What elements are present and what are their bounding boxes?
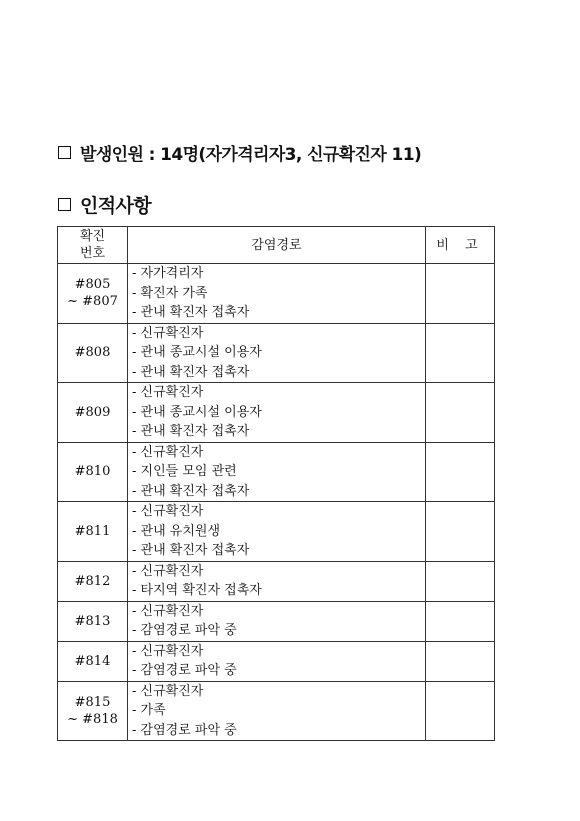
case-number-cell — [58, 264, 128, 324]
infection-route-item: - 자가격리자 — [132, 266, 204, 281]
infection-route-item: - 관내 확진자 접촉자 — [132, 305, 250, 320]
infection-route-item: - 관내 종교시설 이용자 — [132, 345, 262, 360]
table-header-row — [58, 227, 495, 264]
case-number: #813 — [74, 613, 111, 629]
note-cell — [426, 601, 495, 641]
case-number-cell — [58, 442, 128, 502]
personal-info-heading-text: 인적사항 — [80, 195, 152, 217]
header-case-no-line: 확진 — [79, 229, 106, 244]
occurrence-heading — [58, 140, 421, 165]
note-cell — [426, 442, 495, 502]
case-number: #812 — [74, 573, 111, 589]
header-route: 감염경로 — [128, 227, 426, 264]
case-number: #809 — [74, 404, 111, 420]
table-row — [58, 442, 495, 502]
note-cell — [426, 641, 495, 681]
infection-route-cell — [128, 681, 426, 741]
case-number: #805 — [74, 277, 111, 293]
table-row — [58, 601, 495, 641]
case-number-cell — [58, 601, 128, 641]
note-cell — [426, 681, 495, 741]
personal-info-heading — [58, 191, 151, 218]
infection-route-item: - 타지역 확진자 접촉자 — [132, 583, 262, 598]
note-cell — [426, 323, 495, 383]
table-row — [58, 641, 495, 681]
infection-route-item: - 관내 확진자 접촉자 — [132, 483, 250, 499]
infection-route-item: - 신규확진자 — [132, 325, 204, 341]
infection-route-cell — [128, 264, 426, 324]
case-number-cell — [58, 561, 128, 601]
infection-route-item: - 관내 확진자 접촉자 — [132, 364, 250, 380]
case-number-cell — [58, 323, 128, 383]
table-row — [58, 383, 495, 443]
infection-route-item: - 신규확진자 — [132, 385, 204, 400]
infection-route-item: - 신규확진자 — [132, 444, 204, 460]
infection-route-cell — [128, 442, 426, 502]
infection-route-item: - 관내 확진자 접촉자 — [132, 543, 250, 558]
infection-route-item: - 감염경로 파악 중 — [132, 663, 237, 678]
infection-route-item: - 지인들 모임 관련 — [132, 464, 237, 479]
infection-route-item: - 관내 확진자 접촉자 — [132, 424, 250, 439]
infection-route-item: - 감염경로 파악 중 — [132, 623, 237, 638]
case-number: ~ #818 — [67, 711, 118, 727]
header-case-no — [58, 227, 128, 264]
header-case-no-line: 번호 — [79, 246, 106, 261]
case-number-cell — [58, 383, 128, 443]
square-bullet-icon — [58, 198, 71, 211]
infection-route-item: - 확진자 가족 — [132, 285, 208, 301]
case-number: #815 — [74, 694, 111, 710]
infection-route-item: - 신규확진자 — [132, 683, 204, 699]
infection-route-item: - 신규확진자 — [132, 643, 204, 659]
case-number-cell — [58, 641, 128, 681]
infection-route-cell — [128, 601, 426, 641]
case-number: #808 — [74, 345, 111, 361]
table-row — [58, 561, 495, 601]
infection-route-item: - 관내 종교시설 이용자 — [132, 404, 262, 420]
case-table — [57, 226, 495, 741]
infection-route-item: - 감염경로 파악 중 — [132, 722, 237, 738]
table-row — [58, 681, 495, 741]
infection-route-cell — [128, 641, 426, 681]
table-row — [58, 502, 495, 562]
note-cell — [426, 383, 495, 443]
infection-route-cell — [128, 323, 426, 383]
infection-route-item: - 가족 — [132, 703, 166, 718]
case-number-cell — [58, 681, 128, 741]
table-row — [58, 264, 495, 324]
infection-route-item: - 신규확진자 — [132, 563, 204, 579]
case-number-cell — [58, 502, 128, 562]
infection-route-item: - 관내 유치원생 — [132, 523, 221, 539]
square-bullet-icon — [58, 146, 71, 159]
case-number: ~ #807 — [67, 294, 118, 310]
infection-route-item: - 신규확진자 — [132, 603, 204, 619]
case-number: #811 — [74, 523, 111, 539]
occurrence-heading-text: 발생인원 : 14명(자가격리자3, 신규확진자 11) — [80, 145, 422, 165]
table-row — [58, 323, 495, 383]
case-number: #814 — [74, 653, 111, 669]
note-cell — [426, 561, 495, 601]
note-cell — [426, 502, 495, 562]
infection-route-cell — [128, 383, 426, 443]
infection-route-cell — [128, 502, 426, 562]
infection-route-cell — [128, 561, 426, 601]
header-note: 비 고 — [426, 227, 495, 264]
infection-route-item: - 신규확진자 — [132, 504, 204, 519]
case-number: #810 — [74, 464, 111, 480]
note-cell — [426, 264, 495, 324]
